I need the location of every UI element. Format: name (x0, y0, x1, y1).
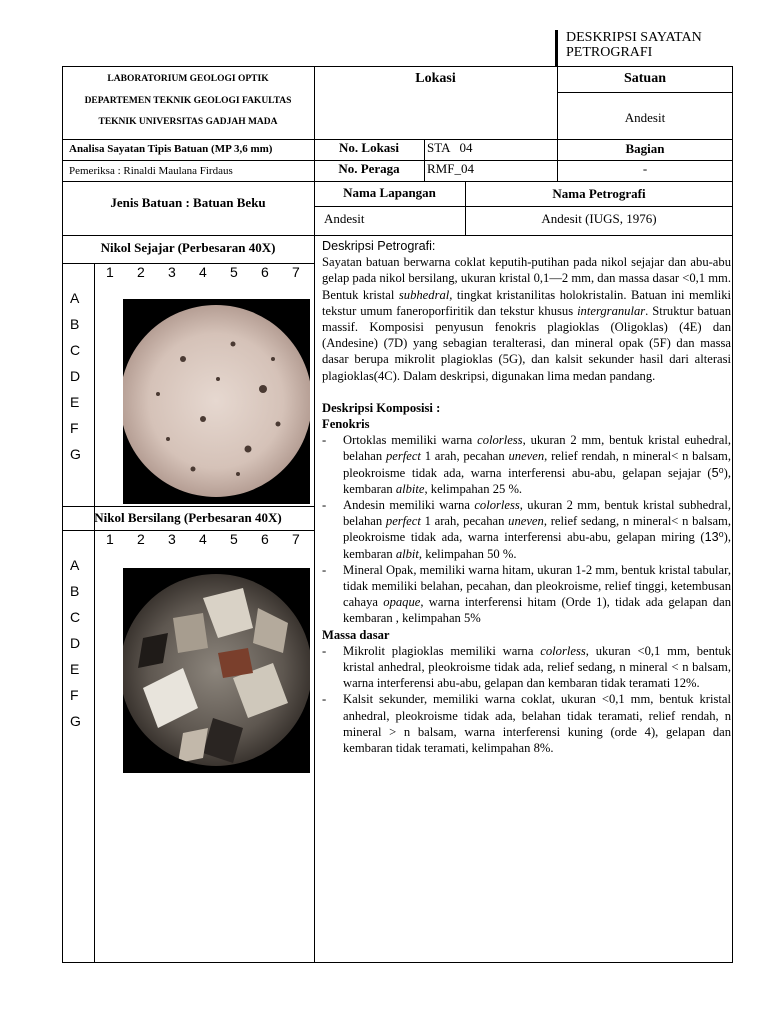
divider (94, 263, 95, 963)
pemeriksa-label: Pemeriksa : Rinaldi Maulana Firdaus (69, 165, 233, 177)
no-peraga-value: RMF_04 (427, 161, 474, 176)
no-lokasi-value: STA 04 (427, 140, 473, 155)
bagian-value: - (642, 161, 648, 176)
nama-petrografi-label: Nama Petrografi (552, 186, 646, 201)
petrography-description (322, 238, 731, 756)
lab-name-line2: DEPARTEMEN TEKNIK GEOLOGI FAKULTAS (84, 96, 292, 106)
bersilang-row-label: A (70, 557, 80, 573)
bersilang-column-label: 6 (261, 531, 269, 547)
list-item-mikrolit: - Mikrolit plagioklas memiliki warna colorless, ukuran <0,1 mm, bentuk kristal anhedral, pleokroisme tidak ada, relief sedang, n mineral < n balsam, warna interferensi abu-abu, gelapan dan kembaran tidak teramati 12%. (322, 643, 731, 691)
bersilang-row-label: D (70, 635, 81, 651)
sejajar-column-label: 5 (230, 264, 238, 280)
bersilang-column-label: 2 (137, 531, 145, 547)
bersilang-row-label: B (70, 583, 80, 599)
jenis-batuan: Jenis Batuan : Batuan Beku (110, 195, 266, 210)
lab-name-line3: TEKNIK UNIVERSITAS GADJAH MADA (98, 117, 278, 127)
divider (62, 530, 314, 531)
bersilang-column-label: 4 (199, 531, 207, 547)
sejajar-column-label: 4 (199, 264, 207, 280)
list-item-opak: - Mineral Opak, memiliki warna hitam, ukuran 1-2 mm, bentuk kristal tabular, tidak memiliki belahan, pecahan, dan pleokroisme, relief tinggi, ketembusan cahaya opaque, warna interferensi hitam (Orde 1), tidak ada gelapan dan kembaran , kelimpahan 5% (322, 562, 732, 626)
bersilang-column-label: 1 (106, 531, 114, 547)
sejajar-row-label: A (70, 290, 80, 306)
sejajar-column-label: 2 (137, 264, 145, 280)
bersilang-row-label: C (70, 609, 81, 625)
nama-petrografi-value: Andesit (IUGS, 1976) (541, 211, 657, 226)
sejajar-row-label: D (70, 368, 81, 384)
massa-dasar-heading: Massa dasar (322, 627, 390, 642)
sejajar-column-label: 7 (292, 264, 300, 280)
sejajar-row-label: G (70, 446, 81, 462)
satuan-label: Satuan (623, 71, 667, 86)
list-item-kalsit: - Kalsit sekunder, memiliki warna coklat, ukuran <0,1 mm, bentuk kristal anhedral, pleokroisme tidak ada, belahan tidak teramati, relief rendah, n mineral > n balsam, warna interferensi kuning (orde 4), gelapan dan kembaran tidak teramati, kelimpahan 8%. (322, 692, 731, 756)
sejajar-column-label: 6 (261, 264, 269, 280)
lokasi-label: Lokasi (415, 71, 456, 86)
divider (557, 92, 733, 93)
no-peraga-label: No. Peraga (338, 161, 400, 176)
sejajar-photo-image (123, 299, 310, 504)
sejajar-row-label: B (70, 316, 80, 332)
sejajar-title: Nikol Sejajar (Perbesaran 40X) (100, 240, 276, 255)
bersilang-row-label: E (70, 661, 80, 677)
divider (62, 263, 314, 264)
divider (62, 235, 733, 236)
list-item-ortoklas: - Ortoklas memiliki warna colorless, ukuran 2 mm, bentuk kristal euhedral, belahan perfect 1 arah, pecahan uneven, relief rendah, n mineral< n balsam, pleokroisme tidak ada, warna interferensi abu-abu, gelapan sejajar (5⁰), kembaran albite, kelimpahan 25 %. (322, 433, 731, 496)
sejajar-row-label: E (70, 394, 80, 410)
satuan-value: Andesit (624, 110, 666, 125)
description-heading: Deskripsi Petrografi: (322, 239, 436, 253)
sejajar-column-label: 3 (168, 264, 176, 280)
description-body: Sayatan batuan berwarna coklat keputih-putihan pada nikol sejajar dan abu-abu gelap pada nikol bersilang, ukuran kristal 0,1—2 mm, dan massa dasar <0,1 mm. Bentuk kristal subhedral, tingkat kristanilitas holokristalin. Batuan ini memliki tekstur umum faneroporfiritik dan tekstur khusus intergranular. Struktur batuan massif. Komposisi penyusun fenokris plagioklas (Oligoklas) (4E) dan (Andesine) (7D) yang sebagian teralterasi, dan mineral opak (5F) dan massa dasar berupa mikrolit plagioklas (5G), dan kalsit sekunder hasil dari alterasi plagioklas(4C). Dalam deskripsi, digunakan lima medan pandang. (322, 255, 732, 383)
nama-lapangan-label: Nama Lapangan (343, 185, 436, 200)
divider (62, 181, 733, 182)
nama-lapangan-value: Andesit (324, 211, 365, 226)
divider (62, 506, 314, 507)
divider (314, 206, 733, 207)
bersilang-column-label: 3 (168, 531, 176, 547)
bersilang-photo-image (123, 568, 310, 773)
bersilang-row-label: F (70, 687, 79, 703)
document-tag: DESKRIPSI SAYATAN PETROGRAFI (555, 30, 735, 66)
sejajar-photomicrograph (123, 299, 310, 504)
bersilang-photomicrograph (123, 568, 310, 773)
fenokris-heading: Fenokris (322, 417, 370, 432)
bersilang-row-label: G (70, 713, 81, 729)
list-item-andesin: - Andesin memiliki warna colorless, ukuran 2 mm, bentuk kristal subhedral, belahan perfect 1 arah, pecahan uneven, relief sedang, n mineral< n balsam, pleokroisme tidak ada, warna interferensi abu-abu, gelapan miring (13⁰), kembaran albit, kelimpahan 50 %. (322, 498, 731, 561)
sejajar-column-label: 1 (106, 264, 114, 280)
sejajar-row-label: C (70, 342, 81, 358)
bersilang-title: Nikol Bersilang (Perbesaran 40X) (94, 510, 282, 525)
no-lokasi-label: No. Lokasi (339, 140, 399, 155)
bersilang-column-label: 5 (230, 531, 238, 547)
sejajar-row-label: F (70, 420, 79, 436)
bagian-label: Bagian (625, 141, 665, 156)
lab-name-line1: LABORATORIUM GEOLOGI OPTIK (107, 74, 269, 84)
bersilang-column-label: 7 (292, 531, 300, 547)
analisa-label: Analisa Sayatan Tipis Batuan (MP 3,6 mm) (69, 143, 273, 155)
komposisi-heading: Deskripsi Komposisi : (322, 400, 441, 415)
